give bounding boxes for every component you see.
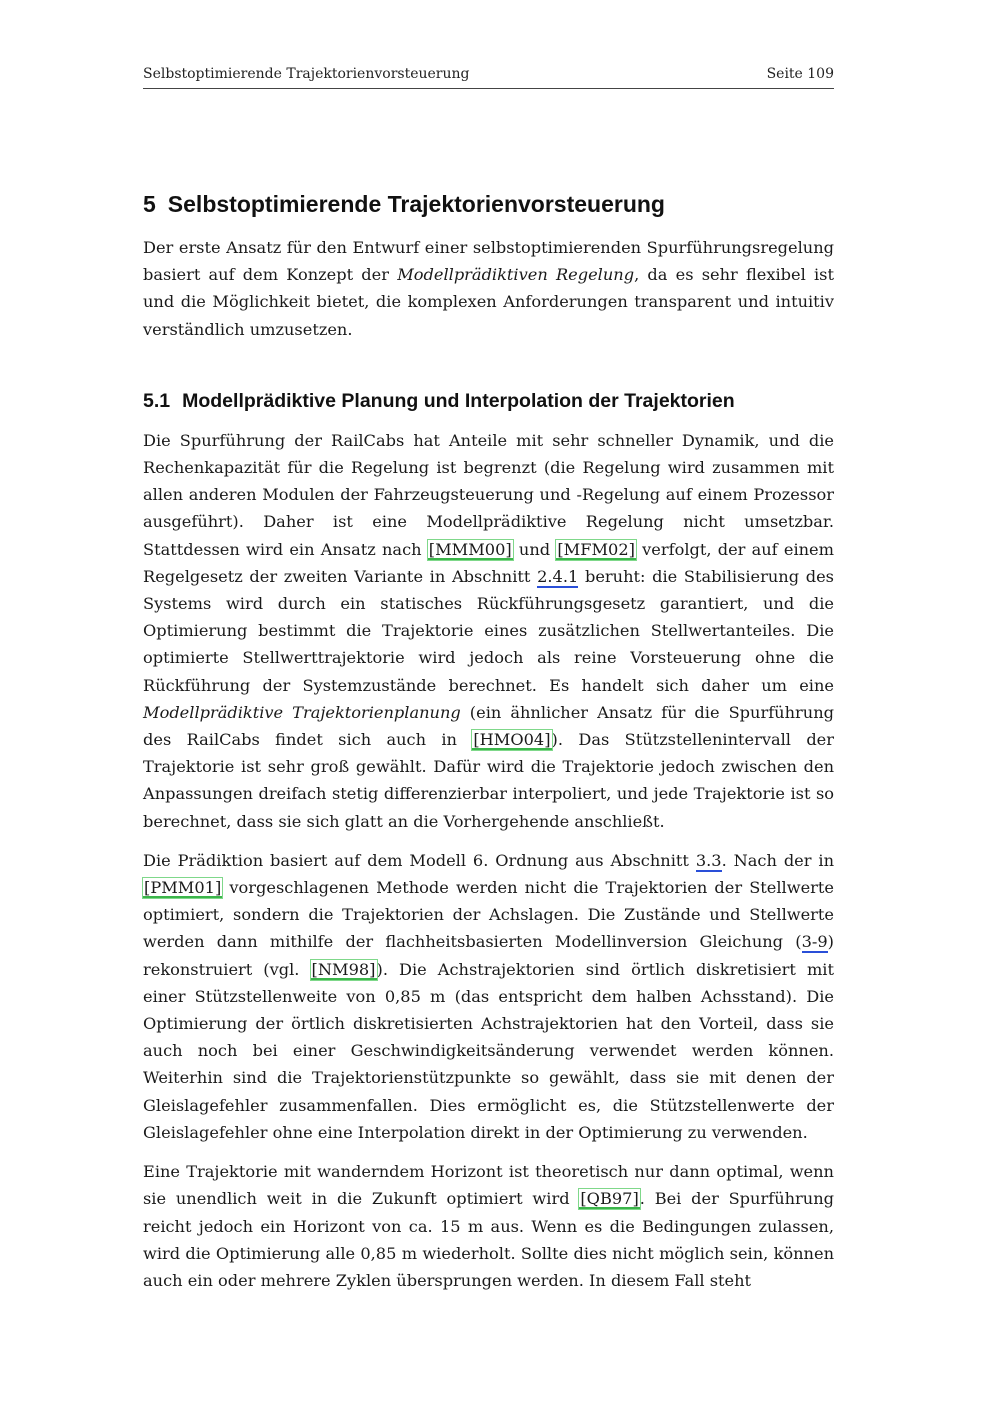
section-title: Modellprädiktive Planung und Interpolation der Trajektorien — [182, 389, 735, 412]
citation-label: PMM01 — [150, 878, 215, 898]
text-run: , da es sehr flexibel ist und die Möglichkeit bietet, die komplexen Anforderungen transparent und intuitiv verständlich umzusetzen. — [143, 265, 834, 339]
section-xref-2-4-1[interactable]: 2.4.1 — [537, 566, 579, 586]
equation-xref-3-9[interactable]: 3-9 — [801, 932, 828, 952]
emphasis: Modellprädiktiven Regelung — [397, 265, 635, 285]
citation-link-pmm01[interactable]: [PMM01] — [144, 878, 222, 898]
paragraph-3 — [143, 1158, 834, 1294]
text-run: ). Das Stützstellenintervall der Trajektorie ist sehr groß gewählt. Dafür wird die Trajektorie jedoch zwischen den Anpassungen dreifach stetig differenzierbar interpoliert, und jede Trajektorie ist so berechnet, dass sie sich glatt an die Vorhergehende anschließt. — [143, 730, 834, 831]
text-run: ). Die Achstrajektorien sind örtlich diskretisiert mit einer Stützstellenweite von 0,85 m (das entspricht dem halben Achsstand). Die Optimierung der örtlich diskretisierten Achstrajektorien hat den Vorteil, dass sie auch noch bei einer Geschwindigkeitsänderung verwendet werden können. Weiterhin sind die Trajektorienstützpunkte so gewählt, dass sie mit denen der Gleislagefehler zusammenfallen. Dies ermöglicht es, die Stützstellenwerte der Gleislagefehler ohne eine Interpolation direkt in der Optimierung zu verwenden. — [143, 959, 834, 1142]
citation-label: QB97 — [586, 1189, 633, 1209]
chapter-number: 5 — [143, 191, 156, 217]
page-content — [143, 188, 834, 1306]
citation-link-qb97[interactable]: [QB97] — [580, 1189, 639, 1209]
section-xref-3-3[interactable]: 3.3 — [695, 850, 722, 870]
text-run: Die Spurführung der RailCabs hat Anteile mit sehr schneller Dynamik, und die Rechenkapazität für die Regelung ist begrenzt (die Regelung wird zusammen mit allen anderen Modulen der Fahrzeugsteuerung und -Regelung auf einem Prozessor ausgeführt). Daher ist eine Modellprädiktive Regelung nicht umsetzbar. Stattdessen wird ein Ansatz nach — [143, 430, 834, 559]
text-run: verfolgt, der auf einem Regelgesetz der zweiten Variante in Abschnitt — [143, 539, 834, 586]
citation-label: HMO04 — [479, 730, 545, 750]
header-title: Selbstoptimierende Trajektorienvorsteuerung — [143, 66, 470, 82]
citation-link-nm98[interactable]: [NM98] — [311, 959, 376, 979]
paragraph-1 — [143, 427, 834, 835]
citation-label: MFM02 — [563, 539, 629, 559]
chapter-title: Selbstoptimierende Trajektorienvorsteuerung — [167, 191, 665, 217]
text-run: Der erste Ansatz für den Entwurf einer selbstoptimierenden Spurführungsregelung basiert auf dem Konzept der — [143, 238, 834, 285]
text-run: . Nach der in — [721, 850, 834, 870]
text-run: ) rekonstruiert (vgl. — [143, 932, 834, 979]
text-run: . Bei der Spurführung reicht jedoch ein Horizont von ca. 15 m aus. Wenn es die Bedingungen zulassen, wird die Optimierung alle 0,85 m wiederholt. Sollte dies nicht möglich sein, können auch ein oder mehrere Zyklen übersprungen werden. In diesem Fall steht — [143, 1189, 835, 1290]
chapter-heading — [143, 188, 834, 220]
citation-link-hmo04[interactable]: [HMO04] — [473, 730, 551, 750]
text-run: beruht: die Stabilisierung des Systems wird durch ein statisches Rückführungsgesetz garantiert, und die Optimierung bestimmt die Trajektorie eines zusätzlichen Stellwertanteiles. Die optimierte Stellwerttrajektorie wird jedoch als reine Vorsteuerung ohne die Rückführung der Systemzustände berechnet. Es handelt sich daher um eine — [143, 566, 834, 695]
text-run: vorgeschlagenen Methode werden nicht die Trajektorien der Stellwerte optimiert, sondern die Trajektorien der Achslagen. Die Zustände und Stellwerte werden dann mithilfe der flachheitsbasierten Modellinversion Gleichung ( — [143, 878, 834, 952]
paragraph-2 — [143, 847, 834, 1146]
citation-link-mfm02[interactable]: [MFM02] — [557, 539, 635, 559]
text-run: (ein ähnlicher Ansatz für die Spurführung des RailCabs findet sich auch in — [143, 702, 834, 750]
citation-label: MMM00 — [435, 539, 506, 559]
section-heading — [143, 387, 834, 415]
running-header — [143, 66, 834, 89]
intro-paragraph — [143, 234, 834, 343]
citation-label: NM98 — [317, 959, 370, 979]
emphasis: Modellprädiktive Trajektorienplanung — [143, 702, 461, 722]
text-run: Die Prädiktion basiert auf dem Modell 6. Ordnung aus Abschnitt — [143, 850, 696, 870]
section-number: 5.1 — [143, 389, 171, 412]
page-number: Seite 109 — [766, 66, 834, 82]
text-run: und — [512, 539, 557, 559]
text-run: Eine Trajektorie mit wanderndem Horizont ist theoretisch nur dann optimal, wenn sie unendlich weit in die Zukunft optimiert wird — [143, 1162, 834, 1209]
citation-link-mmm00[interactable]: [MMM00] — [428, 539, 512, 559]
